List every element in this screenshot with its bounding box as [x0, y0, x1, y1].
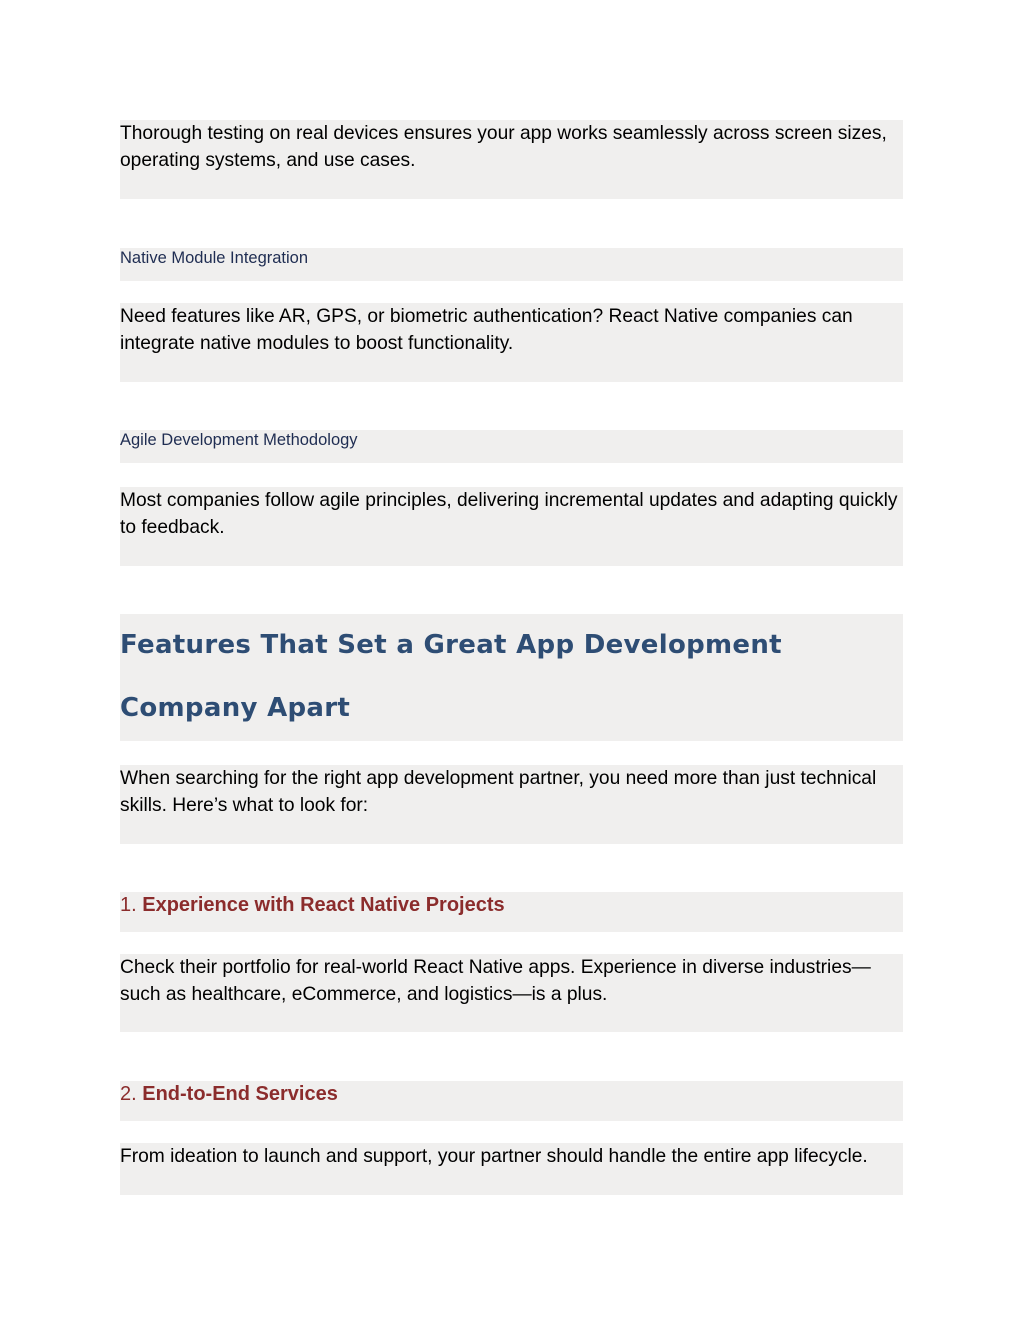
- services-heading-title: End-to-End Services: [142, 1083, 338, 1105]
- experience-heading-block: [120, 892, 903, 932]
- agile-subheading-block: [120, 430, 903, 463]
- portfolio-paragraph-block: [120, 954, 903, 1032]
- experience-heading: [120, 892, 903, 918]
- agile-paragraph: Most companies follow agile principles, delivering incremental updates and adapting quickly to feedback.: [120, 490, 898, 538]
- ideation-paragraph-block: [120, 1143, 903, 1195]
- testing-paragraph-block: [120, 120, 903, 199]
- portfolio-paragraph: Check their portfolio for real-world React Native apps. Experience in diverse industries—such as healthcare, eCommerce, and logistics—is a plus.: [120, 957, 871, 1005]
- testing-paragraph: Thorough testing on real devices ensures your app works seamlessly across screen sizes, operating systems, and use cases.: [120, 123, 887, 171]
- native-module-paragraph-block: [120, 303, 903, 382]
- native-module-subheading-block: [120, 248, 903, 281]
- agile-subheading: Agile Development Methodology: [120, 431, 358, 449]
- experience-heading-title: Experience with React Native Projects: [142, 894, 505, 916]
- searching-paragraph-block: [120, 765, 903, 844]
- native-module-subheading: Native Module Integration: [120, 249, 309, 267]
- native-module-paragraph: Need features like AR, GPS, or biometric authentication? React Native companies can integrate native modules to boost functionality.: [120, 306, 853, 354]
- ideation-paragraph: From ideation to launch and support, your partner should handle the entire app lifecycle.: [120, 1146, 868, 1167]
- services-heading-block: [120, 1081, 903, 1121]
- features-heading-block: [120, 614, 903, 741]
- services-heading: [120, 1081, 903, 1107]
- services-heading-number: 2.: [120, 1083, 137, 1105]
- searching-paragraph: When searching for the right app development partner, you need more than just technical skills. Here’s what to look for:: [120, 768, 877, 816]
- experience-heading-number: 1.: [120, 894, 137, 916]
- features-heading: Features That Set a Great App Development Company Apart: [120, 630, 782, 723]
- agile-paragraph-block: [120, 487, 903, 566]
